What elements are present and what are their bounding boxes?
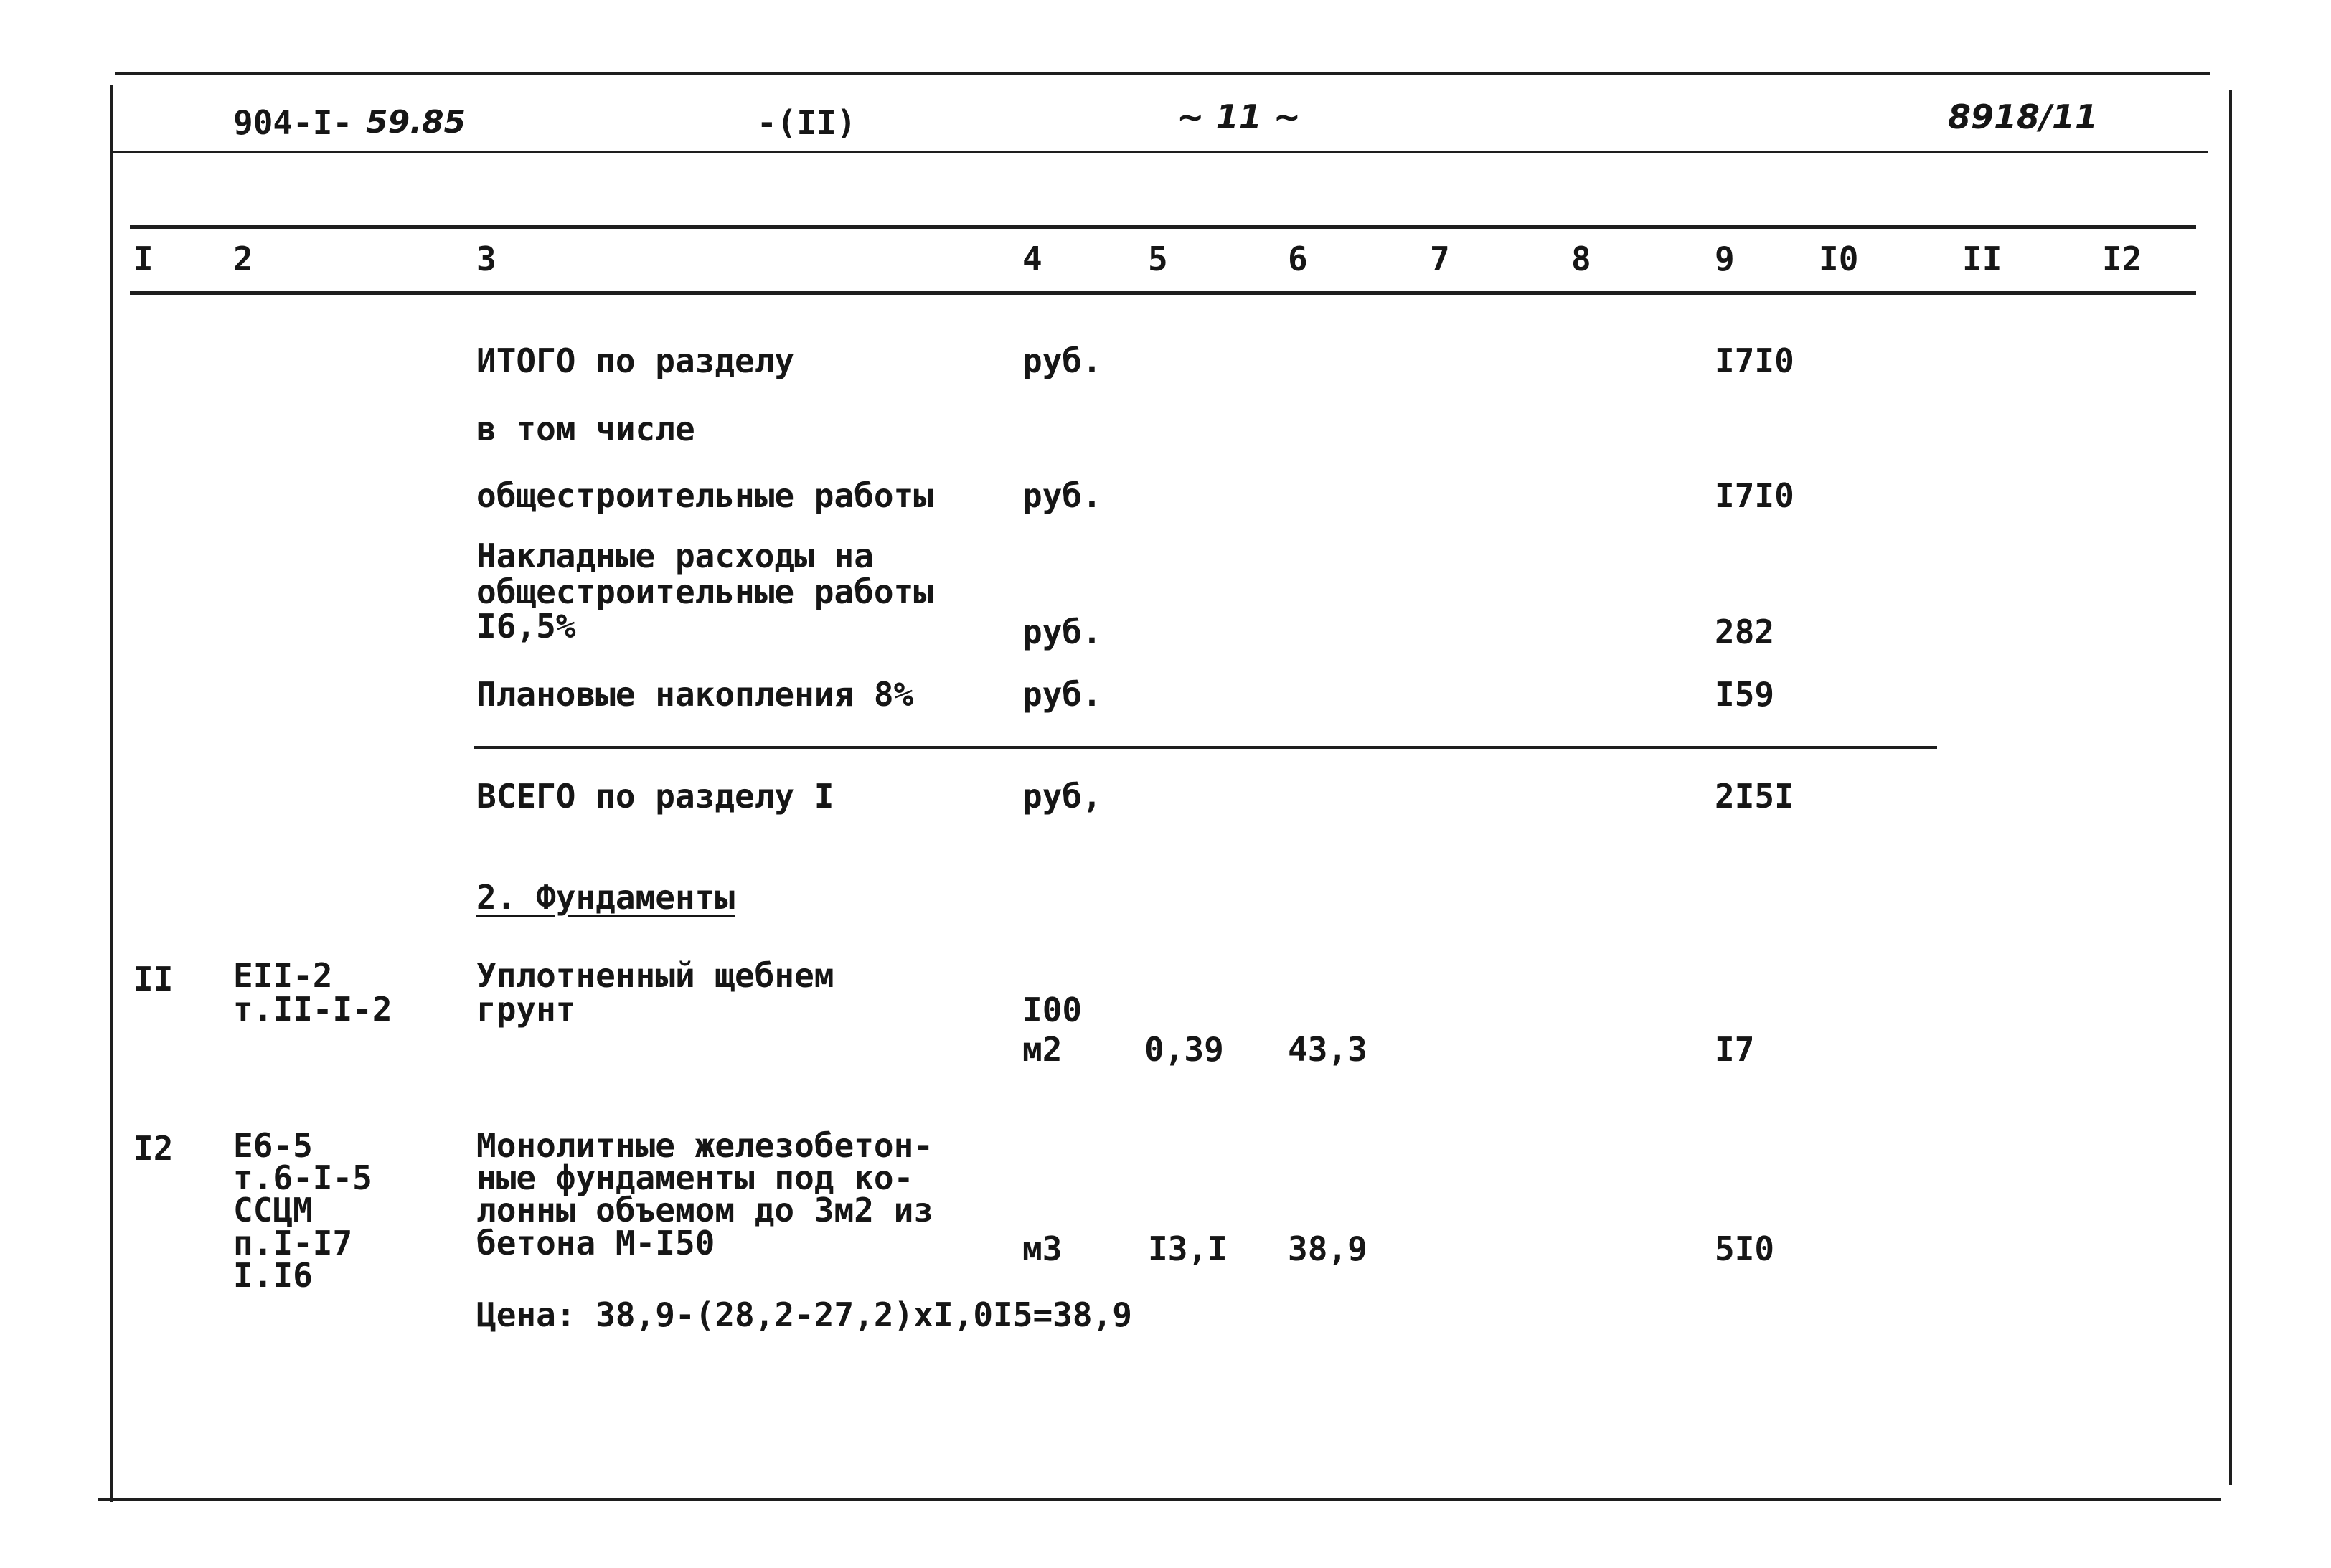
row-grand-total-value: 2I5I	[1715, 777, 1794, 816]
item-11-name-line1: Уплотненный щебнем	[476, 956, 834, 995]
item-12-code-line2: т.6-I-5	[233, 1158, 372, 1197]
subtotal-line	[474, 746, 1937, 749]
column-header-4: 4	[1022, 240, 1042, 278]
item-11-number: II	[133, 960, 174, 998]
left-border-line	[110, 85, 113, 1502]
item-12-name-line1: Монолитные железобетон-	[476, 1126, 933, 1165]
column-header-8: 8	[1571, 240, 1591, 278]
row-planned-savings-name: Плановые накопления 8%	[476, 675, 914, 714]
table-header-top-line	[130, 225, 2196, 229]
column-header-6: 6	[1288, 240, 1308, 278]
item-12-price-note: Цена: 38,9-(28,2-27,2)хI,0I5=38,9	[476, 1295, 1132, 1334]
item-11-code-line1: EII-2	[233, 956, 333, 995]
bottom-border-line	[98, 1498, 2221, 1501]
row-overhead-name-line2: общестроительные работы	[476, 572, 933, 611]
row-overhead-name-line1: Накладные расходы на	[476, 537, 874, 575]
item-12-col9: 5I0	[1715, 1229, 1775, 1268]
column-header-5: 5	[1148, 240, 1168, 278]
item-12-code-line5: I.I6	[233, 1256, 313, 1295]
item-12-code-line3: ССЦМ	[233, 1191, 313, 1229]
item-12-name-line4: бетона М-I50	[476, 1224, 715, 1262]
section-2-title: 2. Фундаменты	[476, 878, 735, 917]
column-header-11: II	[1962, 240, 2002, 278]
row-overhead-value: 282	[1715, 613, 1775, 651]
row-including-name: в том числе	[476, 410, 695, 448]
row-overhead-unit: руб.	[1022, 613, 1102, 651]
column-header-3: 3	[476, 240, 496, 278]
row-total-value: I7I0	[1715, 341, 1794, 380]
item-12-name-line2: ные фундаменты под ко-	[476, 1158, 914, 1197]
item-11-unit-line1: I00	[1022, 991, 1083, 1029]
item-12-number: I2	[133, 1129, 174, 1168]
column-header-10: I0	[1819, 240, 1859, 278]
row-general-works-name: общестроительные работы	[476, 476, 933, 515]
doc-number-handwritten: 59.85	[366, 104, 466, 141]
item-12-code-line4: п.I-I7	[233, 1224, 353, 1262]
top-border-line	[115, 72, 2210, 75]
row-planned-savings-unit: руб.	[1022, 675, 1102, 714]
row-total-name: ИТОГО по разделу	[476, 341, 795, 380]
row-planned-savings-value: I59	[1715, 675, 1775, 714]
item-11-col6: 43,3	[1288, 1030, 1367, 1069]
column-header-9: 9	[1715, 240, 1735, 278]
item-12-unit: м3	[1022, 1229, 1063, 1268]
item-12-col6: 38,9	[1288, 1229, 1367, 1268]
item-11-name-line2: грунт	[476, 990, 576, 1029]
header-divider-line	[113, 151, 2208, 153]
item-11-col5: 0,39	[1144, 1030, 1224, 1069]
row-general-works-unit: руб.	[1022, 476, 1102, 515]
row-overhead-name-line3: I6,5%	[476, 607, 576, 646]
item-11-code-line2: т.II-I-2	[233, 990, 392, 1029]
column-header-2: 2	[233, 240, 253, 278]
page-number: ~ 11 ~	[1177, 98, 1301, 136]
column-header-12: I2	[2102, 240, 2142, 278]
item-12-col5: I3,I	[1148, 1229, 1228, 1268]
item-11-unit-line2: м2	[1022, 1030, 1063, 1069]
column-header-7: 7	[1430, 240, 1450, 278]
archive-number: 8918/11	[1948, 98, 2098, 136]
right-border-line	[2229, 90, 2232, 1485]
column-header-1: I	[133, 240, 154, 278]
table-header-bottom-line	[130, 291, 2196, 295]
row-general-works-value: I7I0	[1715, 476, 1794, 515]
item-11-col9: I7	[1715, 1030, 1755, 1069]
item-12-code-line1: E6-5	[233, 1126, 313, 1165]
doc-part: -(II)	[757, 103, 857, 142]
row-total-unit: руб.	[1022, 341, 1102, 380]
doc-prefix: 904-I-	[233, 103, 353, 142]
row-grand-total-name: ВСЕГО по разделу I	[476, 777, 834, 816]
item-12-name-line3: лонны объемом до 3м2 из	[476, 1191, 933, 1229]
row-grand-total-unit: руб,	[1022, 777, 1102, 816]
